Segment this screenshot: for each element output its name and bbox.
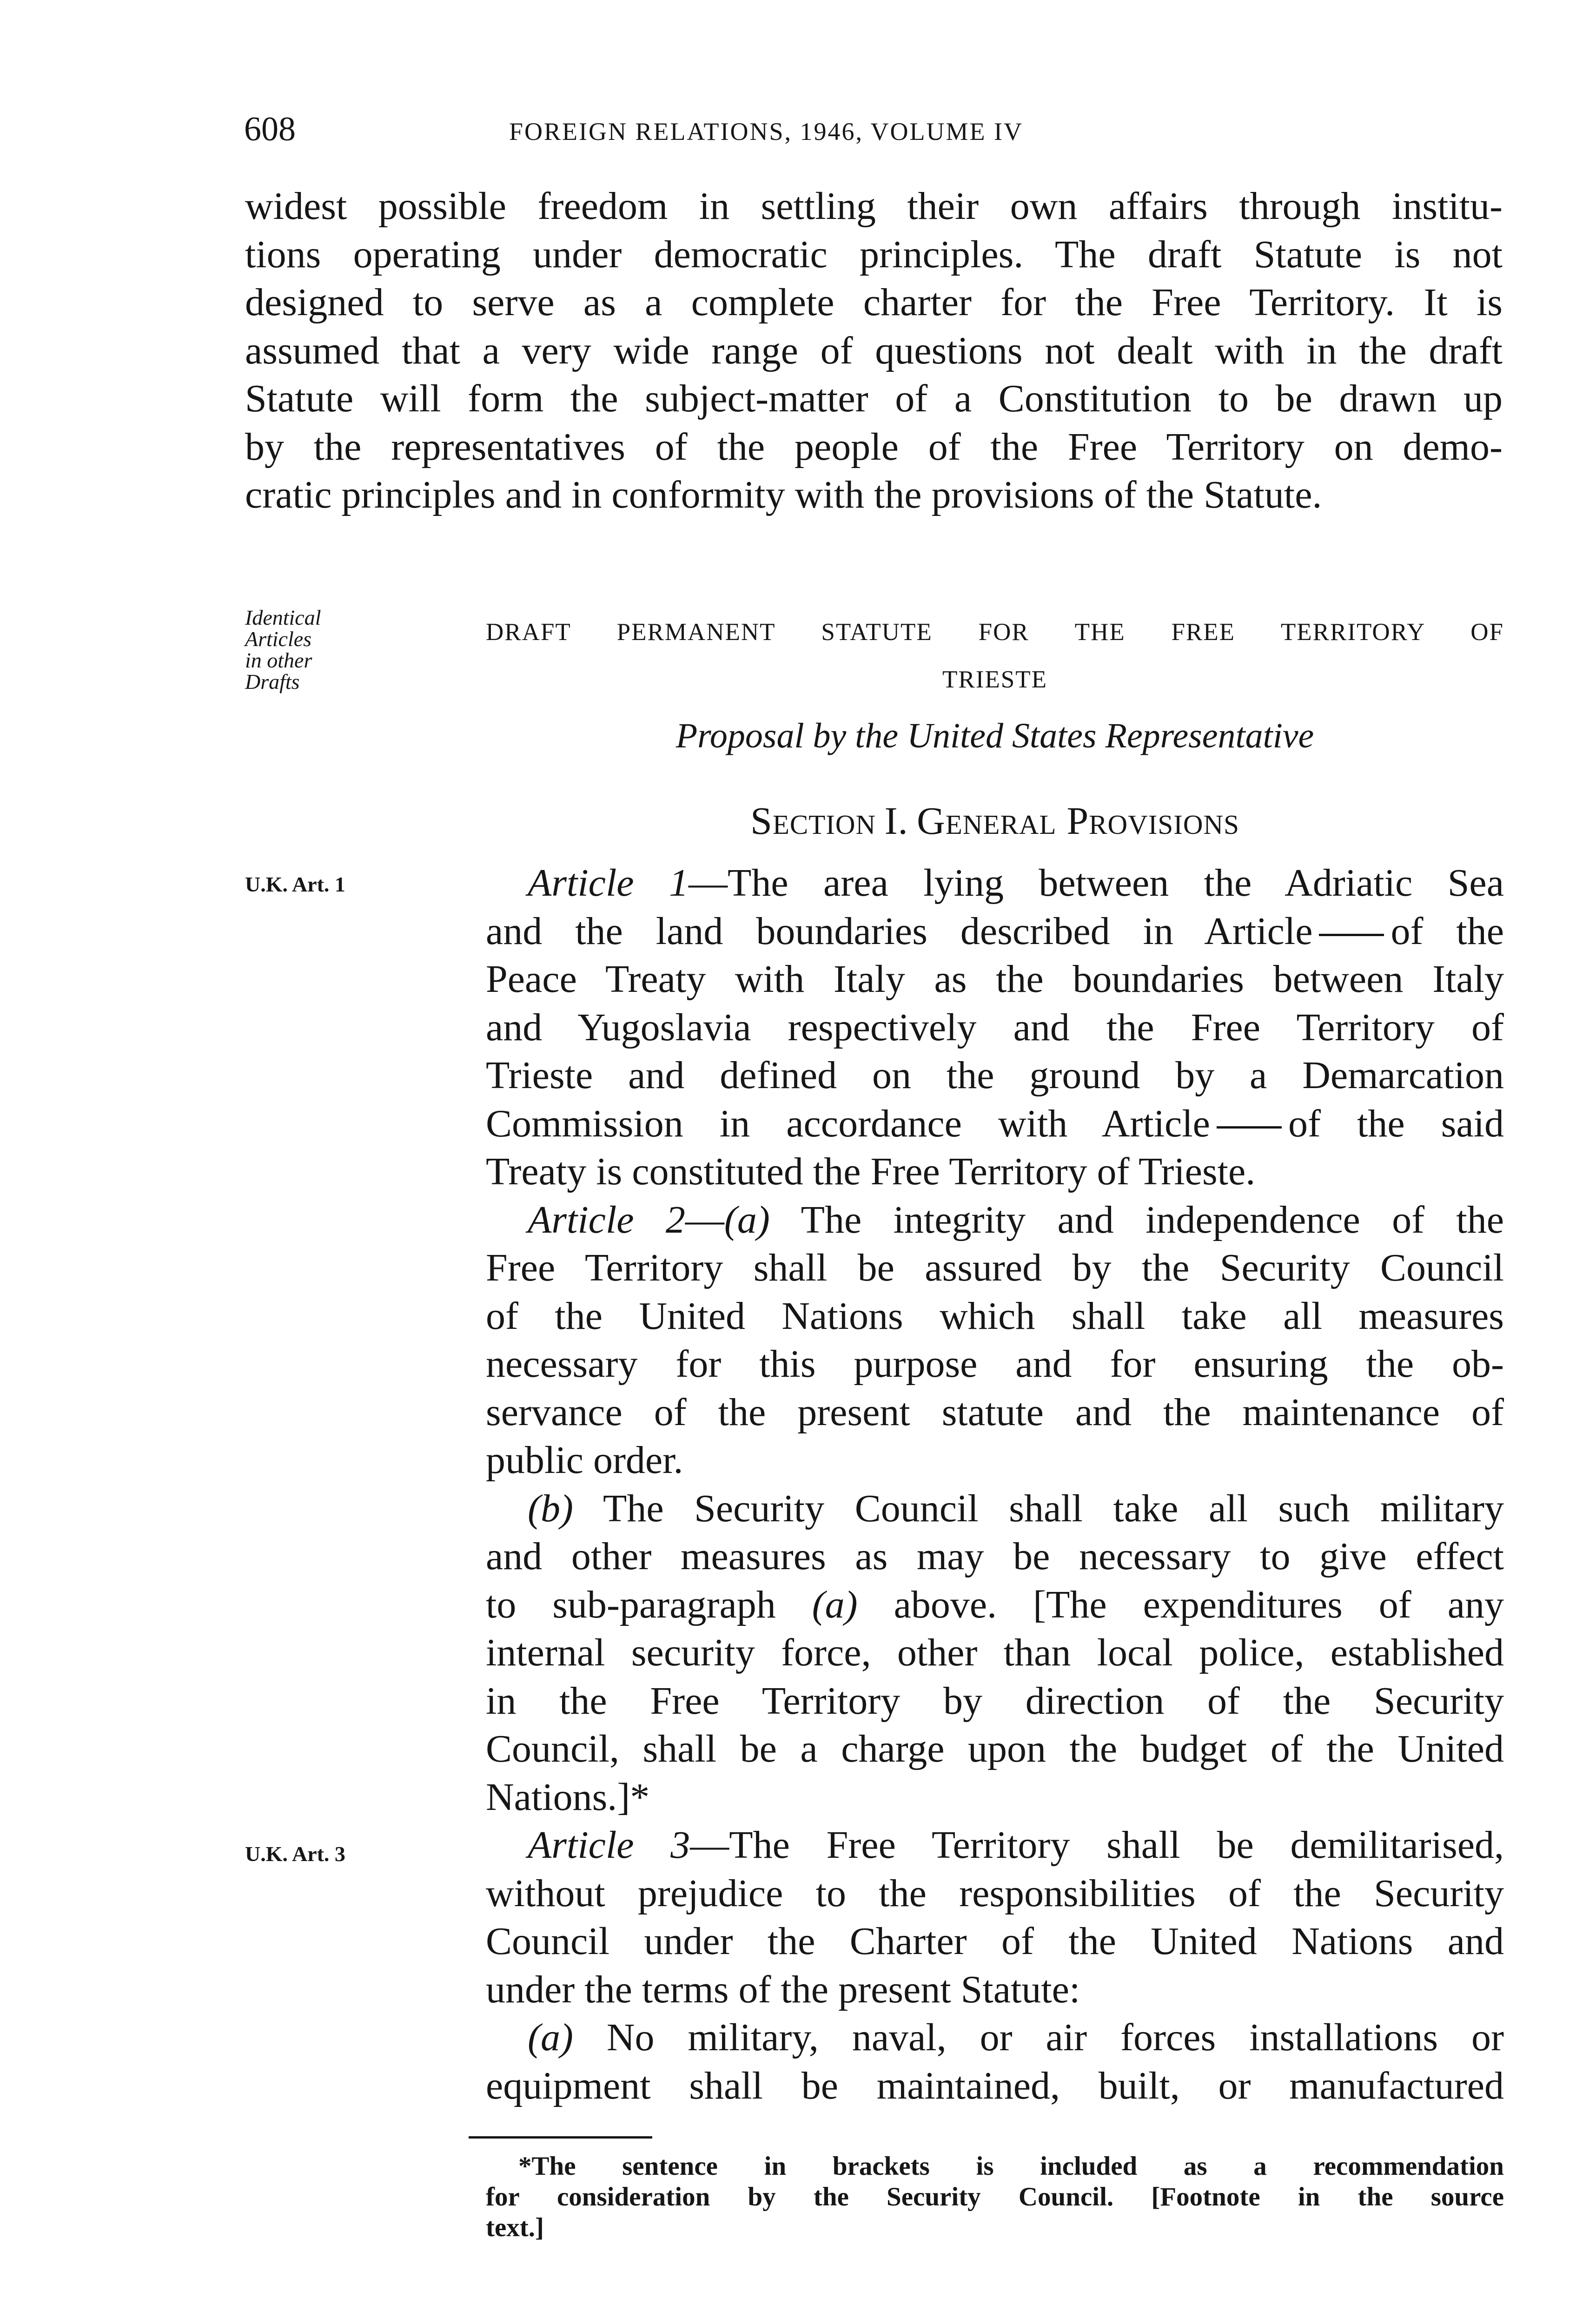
section-title: General Provisions (917, 799, 1239, 843)
intro-line: tions operating under democratic principles. The draft Statute is not (245, 232, 1503, 276)
intro-line: cratic principles and in conformity with the provisions of the Statute. (245, 473, 1322, 516)
draft-title-line1: DRAFT PERMANENT STATUTE FOR THE FREE TERRITORY OF (486, 619, 1504, 646)
intro-line: assumed that a very wide range of questions not dealt with in the draft (245, 329, 1503, 372)
footnote-line: *The sentence in brackets is included as a recommendation (518, 2152, 1504, 2181)
article-3-line: without prejudice to the responsibilities of the Security (486, 1871, 1504, 1915)
article-1-line: Article 1—The area lying between the Adriatic Sea (528, 861, 1504, 905)
article-1-line: Peace Treaty with Italy as the boundaries between Italy (486, 957, 1504, 1001)
margin-note-line: Identical (245, 606, 321, 629)
article-3-line: Article 3—The Free Territory shall be demilitarised, (528, 1823, 1504, 1867)
margin-note-line: Drafts (245, 670, 300, 693)
article-2-line: of the United Nations which shall take all measures (486, 1294, 1504, 1338)
article-3a-line: equipment shall be maintained, built, or manufactured (486, 2064, 1504, 2107)
article-number-blank (1217, 1126, 1282, 1129)
running-title: FOREIGN RELATIONS, 1946, VOLUME IV (509, 118, 1023, 145)
footnote (486, 2151, 1504, 2243)
article-number-blank (1319, 934, 1384, 936)
page-number: 608 (244, 110, 296, 148)
article-1-line: and the land boundaries described in Article of the (486, 909, 1504, 953)
article-2b-line: (b) The Security Council shall take all such military (528, 1486, 1504, 1530)
intro-line: designed to serve as a complete charter for the Free Territory. It is (245, 281, 1503, 324)
section-heading (486, 799, 1504, 844)
article-1-line: Treaty is constituted the Free Territory of Trieste. (486, 1150, 1256, 1193)
article-2b-line: in the Free Territory by direction of the Security (486, 1679, 1504, 1723)
article-1-line: Commission in accordance with Article of the said (486, 1102, 1504, 1145)
article-2b-line: internal security force, other than local police, established (486, 1631, 1504, 1674)
margin-ref-uk-art-3: U.K. Art. 3 (245, 1842, 345, 1866)
article-2-line: necessary for this purpose and for ensuring the ob- (486, 1342, 1504, 1386)
proposal-line: Proposal by the United States Representative (675, 716, 1314, 755)
article-2-line: Free Territory shall be assured by the Security Council (486, 1246, 1504, 1289)
article-2-line: Article 2—(a) The integrity and independence of the (528, 1198, 1504, 1241)
article-1-line: and Yugoslavia respectively and the Free Territory of (486, 1005, 1504, 1049)
article-3-line: under the terms of the present Statute: (486, 1967, 1080, 2011)
margin-note-line: Articles (245, 627, 312, 651)
article-3-label: Article 3 (528, 1823, 690, 1867)
footnote-rule (469, 2136, 652, 2139)
section-number: I. (884, 799, 908, 843)
margin-ref-uk-art-1: U.K. Art. 1 (245, 872, 345, 896)
article-2-label: Article 2 (528, 1198, 685, 1241)
article-2-line: servance of the present statute and the maintenance of (486, 1390, 1504, 1434)
article-1-label: Article 1 (528, 861, 689, 905)
intro-paragraph (245, 182, 1503, 519)
footnote-line: for consideration by the Security Council. [Footnote in the source (486, 2182, 1504, 2212)
intro-line: Statute will form the subject-matter of a Constitution to be drawn up (245, 377, 1503, 420)
intro-line: by the representatives of the people of the Free Territory on demo- (245, 425, 1503, 469)
article-2-line: public order. (486, 1439, 683, 1482)
article-2b-line: Council, shall be a charge upon the budget of the United (486, 1727, 1504, 1770)
article-2b-line: Nations.]* (486, 1775, 650, 1819)
margin-note-line: in other (245, 648, 312, 672)
draft-title-line2: TRIESTE (942, 666, 1047, 693)
footnote-line: text.] (486, 2213, 544, 2242)
section-word: Section (750, 799, 876, 843)
article-1-line: Trieste and defined on the ground by a Demarcation (486, 1054, 1504, 1097)
article-2b-line: and other measures as may be necessary to give effect (486, 1535, 1504, 1578)
running-header (244, 110, 1499, 147)
article-3a-line: (a) No military, naval, or air forces installations or (528, 2016, 1504, 2059)
article-3-line: Council under the Charter of the United Nations and (486, 1920, 1504, 1963)
intro-line: widest possible freedom in settling their own affairs through institu- (245, 185, 1503, 228)
margin-note (245, 607, 394, 693)
articles-body (486, 859, 1504, 2110)
article-2b-line: to sub-paragraph (a) above. [The expenditures of any (486, 1583, 1504, 1626)
